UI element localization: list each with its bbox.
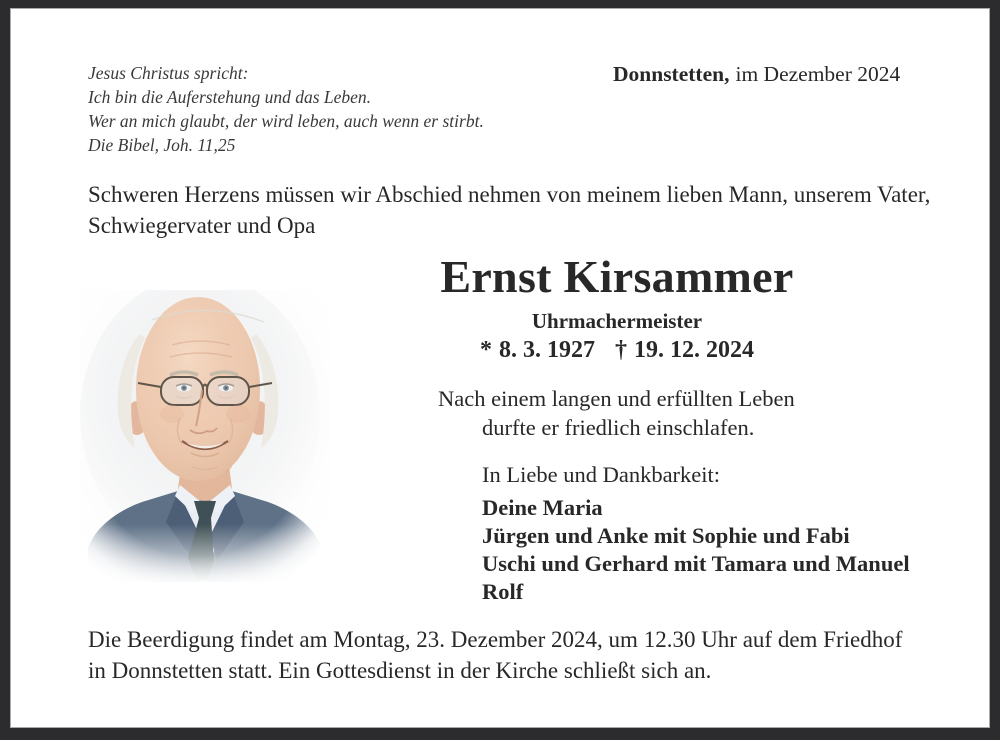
funeral-line: in Donnstetten statt. Ein Gottesdienst in der Kirche schließt sich an. — [88, 658, 712, 683]
death-date-group — [615, 337, 754, 363]
mourner-line: Rolf — [482, 579, 524, 604]
scripture-quote — [88, 61, 484, 157]
intro-line: Schweren Herzens müssen wir Abschied nehmen von meinem lieben Mann, unserem Vater, — [88, 182, 931, 207]
dateline-place: Donnstetten, — [613, 62, 730, 86]
deceased-profession: Uhrmachermeister — [531, 309, 703, 333]
dateline-date: im Dezember 2024 — [735, 62, 901, 86]
scripture-source: Die Bibel, Joh. 11,25 — [88, 135, 236, 155]
portrait-illustration — [80, 290, 330, 582]
mourners-list — [482, 494, 910, 606]
mourner-line: Deine Maria — [482, 495, 603, 520]
scripture-line: Wer an mich glaubt, der wird leben, auch wenn er stirbt. — [88, 111, 484, 131]
tribute-line: Nach einem langen und erfüllten Leben — [438, 386, 795, 411]
death-symbol: † — [615, 337, 627, 363]
birth-date-group — [480, 337, 595, 363]
tribute-closing: In Liebe und Dankbarkeit: — [482, 462, 721, 487]
mourner-line: Jürgen und Anke mit Sophie und Fabi — [482, 523, 850, 548]
death-date: 19. 12. 2024 — [634, 337, 754, 363]
dateline — [613, 62, 900, 87]
funeral-details — [88, 624, 902, 686]
intro-line: Schwiegervater und Opa — [88, 213, 316, 238]
deceased-name: Ernst Kirsammer — [440, 251, 794, 302]
mourner-line: Uschi und Gerhard mit Tamara und Manuel — [482, 551, 910, 576]
tribute-line: durfte er friedlich einschlafen. — [482, 415, 755, 440]
scripture-line: Jesus Christus spricht: — [88, 63, 249, 83]
birth-symbol: * — [480, 337, 492, 363]
funeral-line: Die Beerdigung findet am Montag, 23. Dezember 2024, um 12.30 Uhr auf dem Friedhof — [88, 627, 903, 652]
life-dates — [367, 337, 867, 364]
birth-date: 8. 3. 1927 — [499, 337, 595, 363]
portrait-photo — [80, 290, 330, 582]
scripture-line: Ich bin die Auferstehung und das Leben. — [88, 87, 372, 107]
intro-text — [88, 179, 930, 241]
